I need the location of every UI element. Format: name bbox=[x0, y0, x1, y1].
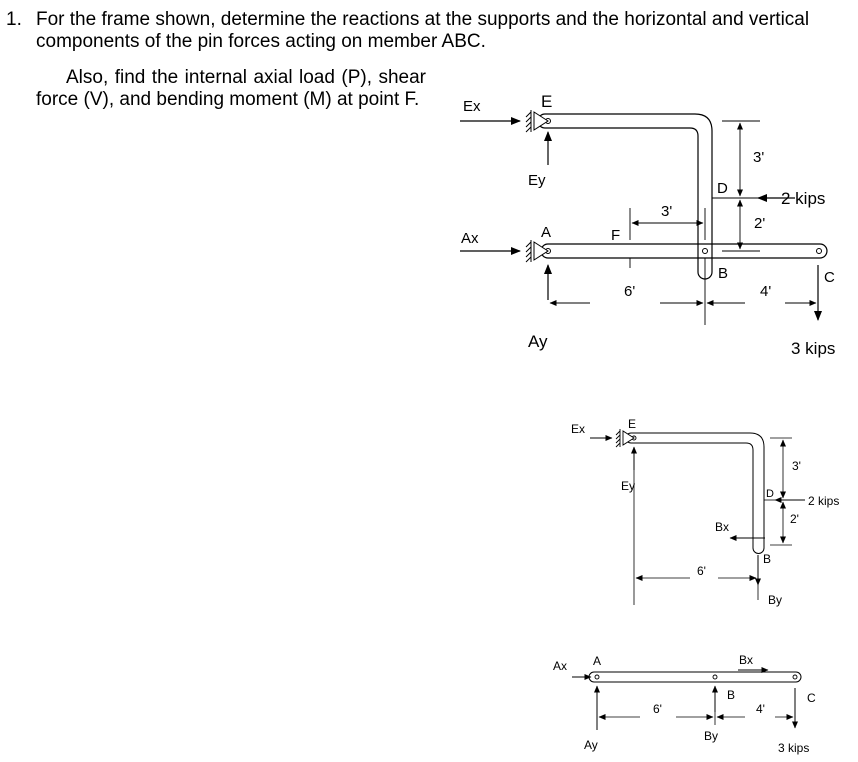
fbd-dim-label-3ft: 3' bbox=[792, 459, 801, 473]
label-ax: Ax bbox=[461, 230, 479, 247]
main-frame-figure bbox=[460, 110, 827, 325]
followup-text: Also, find the internal axial load (P), shear force (V), and bending moment (M) at point F. bbox=[36, 67, 426, 110]
label-a: A bbox=[541, 224, 552, 241]
fbd-support-e-icon bbox=[616, 429, 634, 447]
pin-b-icon bbox=[703, 249, 708, 254]
pin-support-e-icon bbox=[526, 110, 548, 132]
member-edb bbox=[538, 114, 712, 279]
label-c: C bbox=[824, 269, 835, 286]
fbd-label-by-lower: By bbox=[704, 729, 719, 743]
pin-c-icon bbox=[817, 249, 822, 254]
fbd-dim-label-6ft: 6' bbox=[697, 564, 706, 578]
fbd-label-ex: Ex bbox=[571, 422, 586, 436]
label-f: F bbox=[611, 227, 621, 244]
fbd-label-e: E bbox=[628, 417, 637, 431]
dim-label-4ft: 4' bbox=[760, 283, 772, 300]
label-ey: Ey bbox=[528, 172, 546, 189]
fbd-load-label-3kips: 3 kips bbox=[778, 741, 810, 755]
fbd-member-abc bbox=[572, 670, 801, 730]
problem-number: 1. bbox=[6, 9, 22, 30]
label-ex: Ex bbox=[463, 98, 481, 115]
fbd-dim-2ft bbox=[770, 502, 792, 545]
dim-label-2ft: 2' bbox=[754, 215, 766, 232]
fbd-label-d: D bbox=[766, 488, 774, 500]
fbd-label-c: C bbox=[807, 691, 816, 705]
fbd-load-label-2kips: 2 kips bbox=[808, 494, 840, 508]
fbd-label-ay: Ay bbox=[584, 738, 598, 752]
problem-text: For the frame shown, determine the reactions at the supports and the horizontal and vertical components of the pin forces acting on member ABC. bbox=[36, 9, 810, 52]
fbd-label-b: B bbox=[763, 552, 772, 566]
member-abc bbox=[541, 244, 827, 258]
fbd-dim-label-2ft: 2' bbox=[790, 512, 799, 526]
label-b: B bbox=[718, 265, 729, 282]
fbd-label-by: By bbox=[768, 593, 783, 607]
label-e: E bbox=[541, 92, 553, 111]
fbd-label-a: A bbox=[593, 654, 602, 668]
fbd-pin-b-icon bbox=[713, 675, 717, 679]
dim-label-3ft-vertical: 3' bbox=[753, 149, 765, 166]
fbd-member-edb bbox=[590, 429, 805, 605]
dim-label-3ft-horizontal: 3' bbox=[661, 203, 673, 220]
fbd-label-b-lower: B bbox=[727, 688, 736, 702]
fbd-pin-c-icon bbox=[793, 675, 797, 679]
pin-support-a-icon bbox=[526, 240, 548, 262]
load-label-3kips: 3 kips bbox=[791, 339, 836, 358]
fbd-label-ax: Ax bbox=[553, 659, 568, 673]
load-label-2kips: 2 kips bbox=[781, 189, 826, 208]
fbd-pin-a-icon bbox=[595, 675, 599, 679]
dim-label-6ft: 6' bbox=[624, 283, 636, 300]
label-d: D bbox=[717, 180, 728, 197]
fbd-dim-label-6ft-lower: 6' bbox=[653, 702, 662, 716]
label-ay: Ay bbox=[528, 332, 548, 351]
fbd-dim-label-4ft: 4' bbox=[756, 702, 765, 716]
fbd-label-ey: Ey bbox=[621, 479, 636, 493]
fbd-label-bx-lower: Bx bbox=[739, 653, 754, 667]
fbd-label-bx: Bx bbox=[715, 520, 730, 534]
